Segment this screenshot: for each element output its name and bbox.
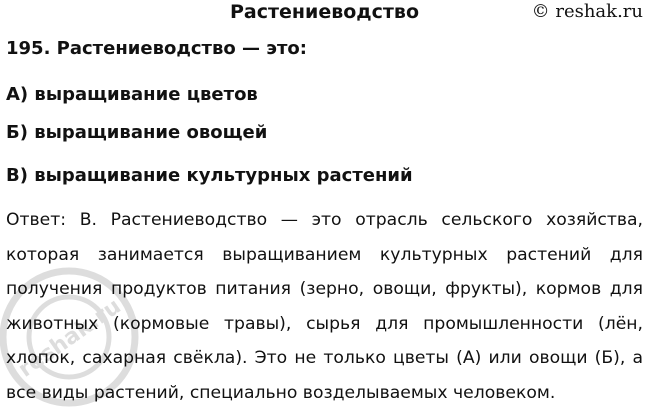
page-header: [0, 0, 649, 26]
option-a: А) выращивание цветов: [6, 84, 258, 105]
option-b: Б) выращивание овощей: [6, 122, 268, 143]
site-credit: © reshak.ru: [531, 1, 643, 22]
question-title: 195. Растениеводство — это:: [6, 38, 307, 59]
svg-text:reshak.ru: reshak.ru: [14, 293, 126, 383]
answer-paragraph: Ответ: В. Растениеводство — это отрасль сельского хозяйства, которая занимается выращиванием культурных растений для получения продуктов питания (зерно, овощи, фрукты), кормов для животных (кормовые травы), сырья для промышленности (лён, хлопок, сахарная свёкла). Это не только цветы (А) или овощи (Б), а все виды растений, специально возделываемых человеком.: [6, 210, 643, 403]
option-c: В) выращивание культурных растений: [6, 165, 413, 186]
page-title: Растениеводство: [229, 1, 419, 23]
